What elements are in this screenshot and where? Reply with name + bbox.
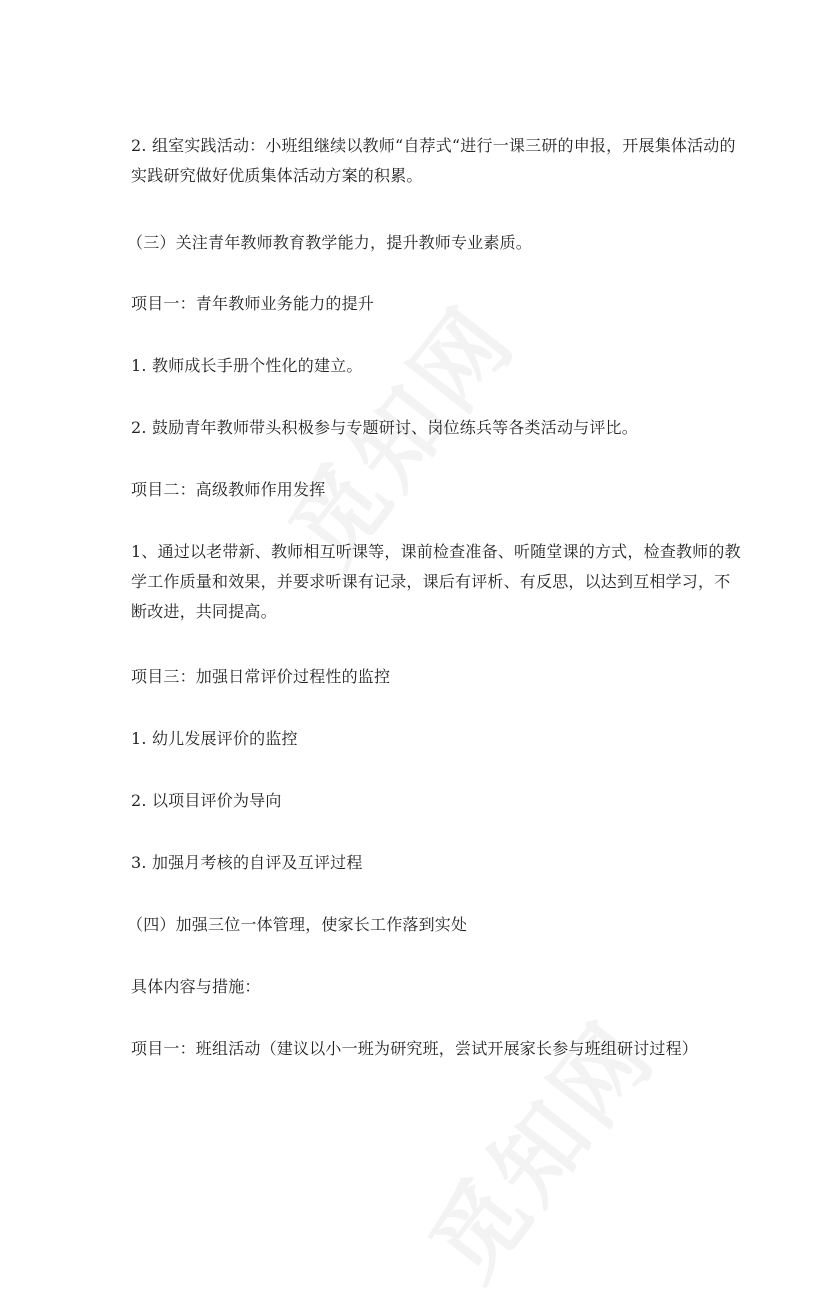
paragraph-mentoring: 1、通过以老带新、教师相互听课等，课前检查准备、听随堂课的方式，检查教师的教学工作质量和效果，并要求听课有记录，课后有评析、有反思，以达到互相学习，不断改进，共同提高。 xyxy=(131,542,741,621)
heading-section-four: （四）加强三位一体管理，使家长工作落到实处 xyxy=(127,915,468,934)
list-item-project-evaluation: 2. 以项目评价为导向 xyxy=(131,791,282,810)
specific-measures-label: 具体内容与措施： xyxy=(131,977,261,996)
project-one-class-activity: 项目一：班组活动（建议以小一班为研究班，尝试开展家长参与班组研讨过程） xyxy=(131,1039,699,1058)
project-three-heading: 项目三：加强日常评价过程性的监控 xyxy=(131,667,391,686)
list-item-encourage-teachers: 2. 鼓励青年教师带头积极参与专题研讨、岗位练兵等各类活动与评比。 xyxy=(131,418,638,437)
list-item-growth-handbook: 1. 教师成长手册个性化的建立。 xyxy=(131,356,363,375)
project-two-heading: 项目二：高级教师作用发挥 xyxy=(131,480,326,499)
heading-section-three: （三）关注青年教师教育教学能力，提升教师专业素质。 xyxy=(127,233,533,252)
paragraph-group-practice: 2. 组室实践活动：小班组继续以教师“自荐式“进行一课三研的申报，开展集体活动的实践研究做好优质集体活动方案的积累。 xyxy=(131,136,736,185)
project-one-heading: 项目一：青年教师业务能力的提升 xyxy=(131,294,375,313)
list-item-monthly-assessment: 3. 加强月考核的自评及互评过程 xyxy=(131,853,363,872)
list-item-child-evaluation: 1. 幼儿发展评价的监控 xyxy=(131,729,298,748)
